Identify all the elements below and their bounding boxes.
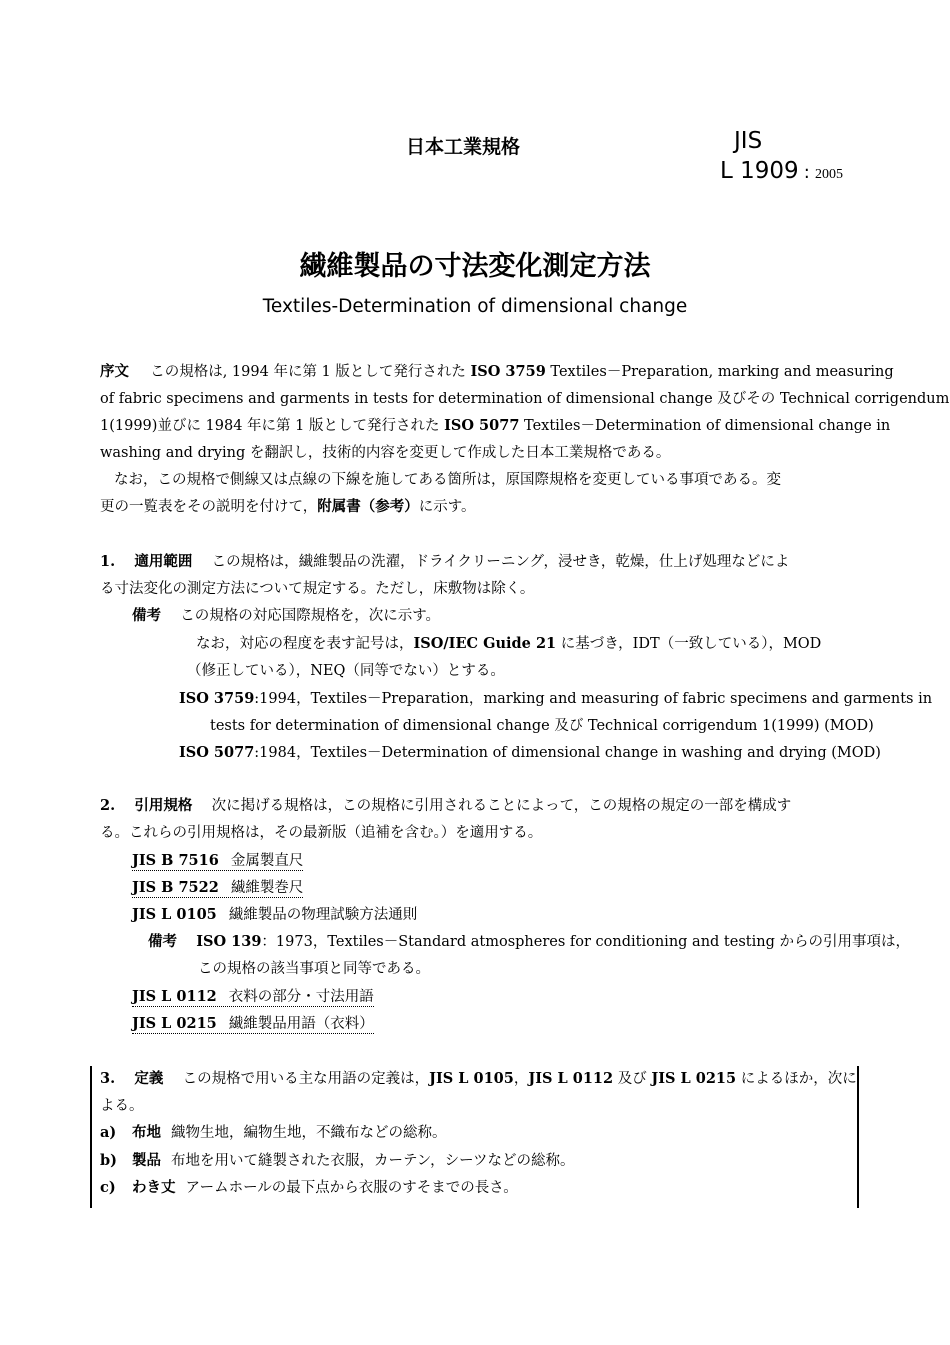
note-heading: 備考 xyxy=(148,934,177,950)
ref-code: JIS B 7522 xyxy=(132,879,219,896)
section-text: 及び xyxy=(613,1071,652,1087)
std-number: L 1909 xyxy=(720,158,799,184)
iso-ref: ISO 3759 xyxy=(179,690,255,707)
note-text: ：1973，Textiles－Standard atmospheres for conditioning and testing からの引用事項は， xyxy=(261,934,910,950)
preface-line-5: なお，この規格で側線又は点線の下線を施してある箇所は，原国際規格を変更している事項である。変 xyxy=(114,472,781,488)
title-ja: 繊維製品の寸法変化測定方法 xyxy=(299,251,651,282)
section-text: この規格で用いる主な用語の定義は， xyxy=(182,1071,430,1087)
ref-name: 金属製直尺 xyxy=(230,853,304,869)
section-3-line-1 xyxy=(100,1069,857,1089)
section-1-note-line-3: （修正している），NEQ（同等でない）とする。 xyxy=(187,663,505,679)
preface-text: に示す。 xyxy=(418,499,476,515)
preface-line-1 xyxy=(100,362,894,382)
section-1-note xyxy=(132,606,440,626)
section-1-note-line-2 xyxy=(196,634,821,654)
ref-code: JIS L 0112 xyxy=(132,988,217,1005)
standard-number xyxy=(720,158,843,184)
ref-l0215 xyxy=(132,1014,374,1034)
definition-a xyxy=(100,1123,447,1143)
section-heading: 適用範囲 xyxy=(134,554,193,570)
section-heading: 定義 xyxy=(134,1071,164,1087)
preface-text: Textiles－Determination of dimensional change in xyxy=(519,418,891,434)
ref-b7522 xyxy=(132,878,303,898)
section-2-note xyxy=(148,932,910,952)
iso-ref: ISO 139 xyxy=(196,933,262,950)
ref-name: 繊維製巻尺 xyxy=(230,880,304,896)
preface-text: Textiles－Preparation, marking and measuring xyxy=(545,364,894,380)
item-label: a) xyxy=(100,1124,117,1141)
note-text: に基づき，IDT（一致している），MOD xyxy=(556,636,822,652)
jis-label: JIS xyxy=(734,128,763,154)
section-text: 次に掲げる規格は，この規格に引用されることによって，この規格の規定の一部を構成す xyxy=(211,798,792,814)
section-1-line-1 xyxy=(100,552,789,572)
section-heading: 引用規格 xyxy=(134,798,193,814)
preface-line-2: of fabric specimens and garments in tests for determination of dimensional change 及びその Technical corrigendum xyxy=(100,391,950,407)
guide-ref: ISO/IEC Guide 21 xyxy=(413,635,557,652)
ref-l0105 xyxy=(132,905,417,925)
preface-line-3 xyxy=(100,416,890,436)
ref-code: JIS L 0105 xyxy=(132,906,217,923)
section-2-line-1 xyxy=(100,796,791,816)
ref-code: JIS L 0215 xyxy=(132,1015,217,1032)
term: 布地 xyxy=(132,1125,161,1141)
section-2-note-line-2: この規格の該当事項と同等である。 xyxy=(198,961,430,977)
preface-text: 更の一覧表をその説明を付けて， xyxy=(100,499,318,515)
std-sep: : xyxy=(803,162,810,183)
section-1-ref-1-cont: tests for determination of dimensional change 及び Technical corrigendum 1(1999) (MOD) xyxy=(210,718,874,734)
section-number: 2. xyxy=(100,797,116,814)
note-text: この規格の対応国際規格を，次に示す。 xyxy=(180,608,441,624)
ref-text: :1994，Textiles－Preparation，marking and measuring of fabric specimens and garments in xyxy=(254,691,933,707)
preface-line-6 xyxy=(100,497,476,517)
org-name: 日本工業規格 xyxy=(406,136,521,158)
note-text: なお，対応の程度を表す記号は， xyxy=(196,636,414,652)
jis-ref: JIS L 0112 xyxy=(528,1070,614,1087)
item-label: c) xyxy=(100,1179,116,1196)
definition-c xyxy=(100,1178,518,1198)
preface-line-4: washing and drying を翻訳し，技術的内容を変更して作成した日本工業規格である。 xyxy=(100,445,671,461)
preface-text: この規格は, 1994 年に第 1 版として発行された xyxy=(150,364,471,380)
jis-ref: JIS L 0215 xyxy=(651,1070,737,1087)
ref-name: 衣料の部分・寸法用語 xyxy=(228,989,374,1005)
section-3-line-2: よる。 xyxy=(100,1098,144,1114)
std-year: 2005 xyxy=(814,167,843,182)
preface-heading: 序文 xyxy=(100,364,129,380)
ref-text: :1984，Textiles－Determination of dimensional change in washing and drying (MOD) xyxy=(254,745,881,761)
section-text: ， xyxy=(513,1071,529,1087)
item-label: b) xyxy=(100,1152,117,1169)
ref-l0112 xyxy=(132,987,374,1007)
section-text: によるほか，次に xyxy=(736,1071,857,1087)
title-en: Textiles-Determination of dimensional change xyxy=(262,296,688,317)
ref-code: JIS B 7516 xyxy=(132,852,219,869)
iso-ref: ISO 3759 xyxy=(470,363,546,380)
section-number: 1. xyxy=(100,553,116,570)
ref-name: 繊維製品の物理試験方法通則 xyxy=(228,907,418,923)
change-bar-left xyxy=(90,1066,92,1208)
jis-ref: JIS L 0105 xyxy=(429,1070,514,1087)
ref-b7516 xyxy=(132,851,303,871)
annex-ref: 附属書（参考） xyxy=(317,498,419,515)
definition: アームホールの最下点から衣服のすそまでの長さ。 xyxy=(185,1180,518,1196)
term: 製品 xyxy=(132,1153,161,1169)
preface-text: 1(1999)並びに 1984 年に第 1 版として発行された xyxy=(100,418,445,434)
definition: 布地を用いて縫製された衣服，カーテン，シーツなどの総称。 xyxy=(171,1153,575,1169)
section-2-line-2: る。これらの引用規格は，その最新版（追補を含む。）を適用する。 xyxy=(100,825,543,841)
iso-ref: ISO 5077 xyxy=(444,417,520,434)
iso-ref: ISO 5077 xyxy=(179,744,255,761)
definition-b xyxy=(100,1151,575,1171)
section-1-line-2: る寸法変化の測定方法について規定する。ただし，床敷物は除く。 xyxy=(100,581,535,597)
note-heading: 備考 xyxy=(132,608,161,624)
change-bar-right xyxy=(857,1066,859,1208)
section-text: この規格は，繊維製品の洗濯，ドライクリーニング，浸せき，乾燥，仕上げ処理などによ xyxy=(211,554,790,570)
ref-name: 繊維製品用語（衣料） xyxy=(228,1016,374,1032)
section-1-ref-2 xyxy=(179,743,881,763)
definition: 織物生地，編物生地，不織布などの総称。 xyxy=(171,1125,447,1141)
term: わき丈 xyxy=(132,1180,176,1196)
section-number: 3. xyxy=(100,1070,116,1087)
section-1-ref-1 xyxy=(179,689,932,709)
